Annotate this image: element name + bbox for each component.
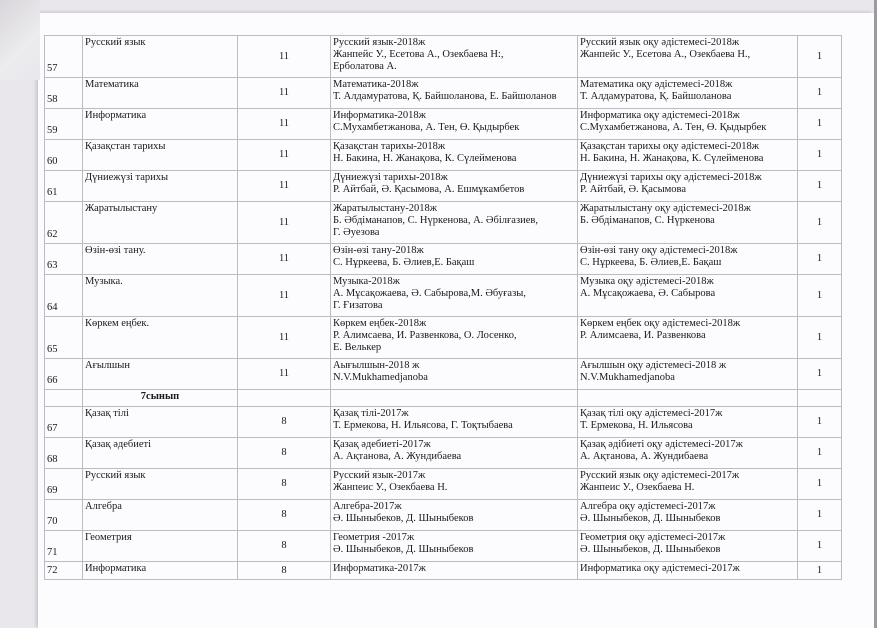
grade-cell: 8 (238, 531, 331, 562)
textbook-title: Информатика-2017ж (333, 563, 426, 574)
textbook-cell (331, 78, 578, 109)
table-row (45, 359, 842, 390)
quantity-cell: 1 (798, 500, 842, 531)
grade-cell: 11 (238, 140, 331, 171)
textbook-cell (331, 317, 578, 359)
row-number: 72 (45, 562, 83, 580)
grade-cell: 11 (238, 244, 331, 275)
textbook-cell (331, 562, 578, 580)
textbook-authors: А. Мұсақожаева, Ә. Сабырова,М. Әбуғазы, (333, 288, 526, 299)
textbook-authors: Ә. Шыныбеков, Д. Шыныбеков (333, 513, 474, 524)
table-row (45, 78, 842, 109)
manual-title: Информатика оқу әдістемесі-2018ж (580, 110, 740, 121)
section-empty-cell (798, 390, 842, 407)
manual-cell (578, 562, 798, 580)
manual-authors: Н. Бакина, Н. Жанақова, К. Сүлейменова (580, 153, 764, 164)
table-row (45, 469, 842, 500)
textbook-authors: С.Мухамбетжанова, А. Тен, Ө. Қыдырбек (333, 122, 520, 133)
row-number: 59 (45, 109, 83, 140)
textbook-title: Қазақстан тарихы-2018ж (333, 141, 446, 152)
manual-cell (578, 140, 798, 171)
grade-cell: 11 (238, 78, 331, 109)
textbook-title: Қазақ тілі-2017ж (333, 408, 409, 419)
manual-title: Көркем еңбек оқу әдістемесі-2018ж (580, 318, 741, 329)
manual-cell (578, 275, 798, 317)
grade-cell: 11 (238, 109, 331, 140)
textbook-authors: Г. Ғизатова (333, 300, 383, 311)
manual-authors: N.V.Mukhamedjanoba (580, 372, 675, 383)
table-row (45, 36, 842, 78)
grade-cell: 11 (238, 36, 331, 78)
textbook-cell (331, 140, 578, 171)
textbook-cell (331, 438, 578, 469)
manual-cell (578, 109, 798, 140)
row-number: 57 (45, 36, 83, 78)
textbook-table (44, 35, 842, 580)
textbook-title: Дүниежүзі тарихы-2018ж (333, 172, 448, 183)
quantity-cell: 1 (798, 317, 842, 359)
textbook-title: Математика-2018ж (333, 79, 419, 90)
manual-authors: Ә. Шыныбеков, Д. Шыныбеков (580, 544, 721, 555)
textbook-cell (331, 359, 578, 390)
textbook-cell (331, 275, 578, 317)
textbook-title: Көркем еңбек-2018ж (333, 318, 427, 329)
quantity-cell: 1 (798, 140, 842, 171)
textbook-authors: Т. Алдамуратова, Қ. Байшоланова, Е. Байшоланов (333, 91, 557, 102)
manual-cell (578, 407, 798, 438)
textbook-authors: Г. Әуезова (333, 227, 380, 238)
quantity-cell: 1 (798, 78, 842, 109)
manual-cell (578, 359, 798, 390)
quantity-cell: 1 (798, 202, 842, 244)
textbook-title: Геометрия -2017ж (333, 532, 415, 543)
textbook-authors: Е. Велькер (333, 342, 382, 353)
subject-cell: Ағылшын (83, 359, 238, 390)
table-row (45, 275, 842, 317)
subject-cell: Информатика (83, 562, 238, 580)
textbook-title: Қазақ әдебиеті-2017ж (333, 439, 431, 450)
section-num-cell (45, 390, 83, 407)
manual-authors: С.Мухамбетжанова, А. Тен, Ө. Қыдырбек (580, 122, 767, 133)
textbook-cell (331, 202, 578, 244)
manual-authors: Б. Әбдіманапов, С. Нүркенова (580, 215, 715, 226)
manual-cell (578, 500, 798, 531)
manual-cell (578, 171, 798, 202)
grade-cell: 8 (238, 438, 331, 469)
textbook-title: Жаратылыстану-2018ж (333, 203, 438, 214)
quantity-cell: 1 (798, 531, 842, 562)
quantity-cell: 1 (798, 438, 842, 469)
subject-cell: Музыка. (83, 275, 238, 317)
row-number: 63 (45, 244, 83, 275)
manual-authors: А. Мұсақожаева, Ә. Сабырова (580, 288, 716, 299)
page-fold (0, 0, 40, 80)
subject-cell: Көркем еңбек. (83, 317, 238, 359)
manual-title: Русский язык оқу әдістемесі-2017ж (580, 470, 740, 481)
row-number: 66 (45, 359, 83, 390)
grade-cell: 8 (238, 500, 331, 531)
textbook-title: Алгебра-2017ж (333, 501, 402, 512)
manual-title: Қазақ тілі оқу әдістемесі-2017ж (580, 408, 723, 419)
subject-cell: Өзін-өзі тану. (83, 244, 238, 275)
textbook-authors: А. Ақтанова, А. Жундибаева (333, 451, 462, 462)
section-label: 7сынып (83, 390, 238, 407)
manual-title: Қазақстан тарихы оқу әдістемесі-2018ж (580, 141, 759, 152)
textbook-title: Русский язык-2018ж (333, 37, 426, 48)
textbook-cell (331, 531, 578, 562)
manual-authors: А. Ақтанова, А. Жундибаева (580, 451, 709, 462)
row-number: 61 (45, 171, 83, 202)
quantity-cell: 1 (798, 171, 842, 202)
grade-cell: 8 (238, 407, 331, 438)
textbook-title: Аығылшын-2018 ж (333, 360, 420, 371)
manual-cell (578, 244, 798, 275)
quantity-cell: 1 (798, 244, 842, 275)
textbook-title: Информатика-2018ж (333, 110, 426, 121)
grade-cell: 11 (238, 317, 331, 359)
table-body-grade-11 (45, 36, 842, 390)
subject-cell: Қазақстан тарихы (83, 140, 238, 171)
manual-title: Қазақ әдібиеті оқу әдістемесі-2017ж (580, 439, 743, 450)
grade-cell: 8 (238, 562, 331, 580)
textbook-authors: N.V.Mukhamedjanoba (333, 372, 428, 383)
section-header-row (45, 390, 842, 407)
grade-cell: 11 (238, 171, 331, 202)
table-row (45, 171, 842, 202)
table-row (45, 244, 842, 275)
textbook-cell (331, 244, 578, 275)
grade-cell: 11 (238, 275, 331, 317)
quantity-cell: 1 (798, 109, 842, 140)
textbook-authors: С. Нұркеева, Б. Әлиев,Е. Бақаш (333, 257, 475, 268)
textbook-cell (331, 469, 578, 500)
row-number: 67 (45, 407, 83, 438)
grade-cell: 8 (238, 469, 331, 500)
manual-authors: С. Нұркеева, Б. Әлиев,Е. Бақаш (580, 257, 722, 268)
manual-authors: Ә. Шыныбеков, Д. Шыныбеков (580, 513, 721, 524)
quantity-cell: 1 (798, 407, 842, 438)
grade-cell: 11 (238, 359, 331, 390)
quantity-cell: 1 (798, 275, 842, 317)
textbook-authors: Н. Бакина, Н. Жанақова, К. Сүлейменова (333, 153, 517, 164)
section-empty-cell (238, 390, 331, 407)
quantity-cell: 1 (798, 36, 842, 78)
manual-cell (578, 469, 798, 500)
textbook-authors: Жанпеис У., Озекбаева Н. (333, 482, 448, 493)
manual-title: Өзін-өзі тану оқу әдістемесі-2018ж (580, 245, 738, 256)
subject-cell: Жаратылыстану (83, 202, 238, 244)
manual-title: Математика оқу әдістемесі-2018ж (580, 79, 733, 90)
manual-title: Информатика оқу әдістемесі-2017ж (580, 563, 740, 574)
textbook-cell (331, 36, 578, 78)
manual-authors: Р. Алимсаева, И. Развенкова (580, 330, 706, 341)
quantity-cell: 1 (798, 469, 842, 500)
subject-cell: Геометрия (83, 531, 238, 562)
textbook-authors: Р. Алимсаева, И. Развенкова, О. Лосенко, (333, 330, 517, 341)
textbook-cell (331, 171, 578, 202)
row-number: 64 (45, 275, 83, 317)
manual-cell (578, 78, 798, 109)
grade-cell: 11 (238, 202, 331, 244)
table-body-grade-8 (45, 407, 842, 580)
manual-title: Ағылшын оқу әдістемесі-2018 ж (580, 360, 727, 371)
quantity-cell: 1 (798, 359, 842, 390)
row-number: 62 (45, 202, 83, 244)
textbook-title: Русский язык-2017ж (333, 470, 426, 481)
row-number: 68 (45, 438, 83, 469)
manual-title: Жаратылыстану оқу әдістемесі-2018ж (580, 203, 751, 214)
manual-authors: Р. Айтбай, Ә. Қасымова (580, 184, 687, 195)
subject-cell: Дүниежүзі тарихы (83, 171, 238, 202)
textbook-authors: Б. Әбдіманапов, С. Нүркенова, А. Әбілғазиев, (333, 215, 538, 226)
manual-title: Дүниежүзі тарихы оқу әдістемесі-2018ж (580, 172, 762, 183)
row-number: 60 (45, 140, 83, 171)
row-number: 69 (45, 469, 83, 500)
subject-cell: Русский язык (83, 36, 238, 78)
row-number: 58 (45, 78, 83, 109)
manual-cell (578, 202, 798, 244)
table-row (45, 317, 842, 359)
subject-cell: Русский язык (83, 469, 238, 500)
table-row (45, 407, 842, 438)
subject-cell: Информатика (83, 109, 238, 140)
row-number: 70 (45, 500, 83, 531)
textbook-authors: Ерболатова А. (333, 61, 397, 72)
table-row (45, 202, 842, 244)
section-empty-cell (331, 390, 578, 407)
manual-cell (578, 531, 798, 562)
textbook-cell (331, 407, 578, 438)
textbook-cell (331, 109, 578, 140)
manual-title: Русский язык оқу әдістемесі-2018ж (580, 37, 740, 48)
textbook-authors: Жанпейс У., Есетова А., Озекбаева Н:, (333, 49, 504, 60)
manual-title: Геометрия оқу әдістемесі-2017ж (580, 532, 726, 543)
manual-cell (578, 438, 798, 469)
manual-cell (578, 36, 798, 78)
row-number: 71 (45, 531, 83, 562)
textbook-authors: Ә. Шыныбеков, Д. Шыныбеков (333, 544, 474, 555)
subject-cell: Қазақ тілі (83, 407, 238, 438)
textbook-authors: Т. Ермекова, Н. Ильясова, Г. Тоқтыбаева (333, 420, 513, 431)
manual-authors: Т. Алдамуратова, Қ. Байшоланова (580, 91, 732, 102)
table-row (45, 562, 842, 580)
subject-cell: Қазақ әдебиеті (83, 438, 238, 469)
row-number: 65 (45, 317, 83, 359)
manual-authors: Жанпеис У., Озекбаева Н. (580, 482, 695, 493)
section-empty-cell (578, 390, 798, 407)
textbook-authors: Р. Айтбай, Ә. Қасымова, А. Ешмұкамбетов (333, 184, 525, 195)
textbook-title: Музыка-2018ж (333, 276, 400, 287)
manual-authors: Жанпейс У., Есетова А., Озекбаева Н., (580, 49, 751, 60)
table-row (45, 531, 842, 562)
manual-title: Алгебра оқу әдістемесі-2017ж (580, 501, 716, 512)
manual-authors: Т. Ермекова, Н. Ильясова (580, 420, 693, 431)
manual-cell (578, 317, 798, 359)
subject-cell: Математика (83, 78, 238, 109)
textbook-cell (331, 500, 578, 531)
subject-cell: Алгебра (83, 500, 238, 531)
table-row (45, 438, 842, 469)
table-row (45, 500, 842, 531)
table-row (45, 109, 842, 140)
quantity-cell: 1 (798, 562, 842, 580)
textbook-title: Өзін-өзі тану-2018ж (333, 245, 424, 256)
table-row (45, 140, 842, 171)
manual-title: Музыка оқу әдістемесі-2018ж (580, 276, 714, 287)
